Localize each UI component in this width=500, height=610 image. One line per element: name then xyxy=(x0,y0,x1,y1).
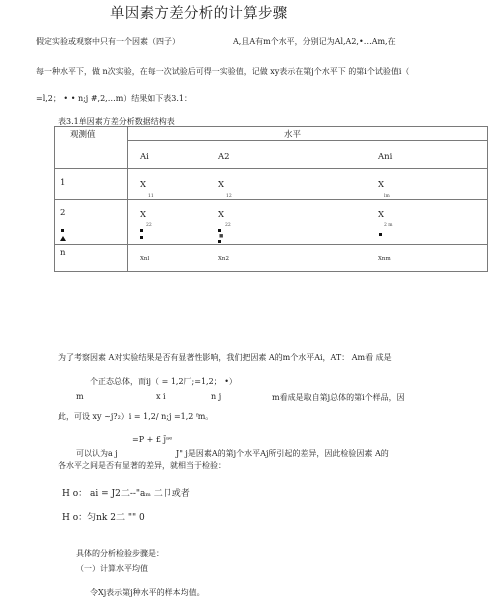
row-label-2: 2 xyxy=(60,208,66,218)
paragraph-2-line-6-left: 可以认为a j xyxy=(76,449,118,458)
paragraph-1-line-1-left: 假定实验或观察中只有一个因素（四子） xyxy=(36,37,180,46)
paragraph-1-line-3: =l,2； • • n;j #,2,…m）结果如下表3.1： xyxy=(36,94,193,103)
vertical-ellipsis-dot xyxy=(140,229,143,232)
table-cell-x12-subscript: 12 xyxy=(226,194,232,199)
page-title: 单因素方差分析的计算步骤 xyxy=(110,6,288,22)
table-cell-x2m: X xyxy=(378,210,385,220)
analysis-steps-intro: 具体的分析检验步骤是： xyxy=(76,549,164,558)
table-caption: 表3.1单因素方差分析数据结构表 xyxy=(58,117,175,126)
table-cell-x22-subscript: 22 xyxy=(225,223,231,228)
model-equation: =P + £ j̄ᵃᵉ xyxy=(132,435,173,444)
table-cell-x21: X xyxy=(140,210,147,220)
paragraph-2-line-3-xi: x i xyxy=(156,392,166,401)
paragraph-2-line-3-m: m xyxy=(76,392,84,401)
hypothesis-h0-equation: H o： ai = J2二--"aₘ 二卩或者 xyxy=(62,489,190,499)
paragraph-2-line-6-right: J" j是因素A的第j个水平Aj所引起的差异，因此检验因素 A的 xyxy=(176,449,389,458)
table-cell-x11-subscript: 11 xyxy=(148,194,154,199)
table-cell-xn1: Xnl xyxy=(140,256,150,262)
paragraph-2-line-4: 此，可设 xy ~j?₂）i = 1,2/ n;j =1,2 ᶠm。 xyxy=(58,412,214,421)
column-header-a1: Ai xyxy=(140,152,149,162)
table-cell-x22: X xyxy=(218,210,225,220)
vertical-ellipsis-dot xyxy=(61,229,64,232)
paragraph-2-line-7: 各水平之间是否有显著的差异，就相当于检验： xyxy=(58,461,226,470)
vertical-ellipsis-dot xyxy=(140,236,143,239)
table-cell-x12: X xyxy=(218,180,225,190)
table-cell-xn2: Xn2 xyxy=(218,256,229,262)
step-1-text: 令Xj表示第j种水平的样本均值。 xyxy=(90,588,205,597)
vertical-ellipsis-dot xyxy=(60,236,66,241)
hypothesis-h0-alternate: H o：匀nk 2二 "" 0 xyxy=(62,513,145,523)
paragraph-1-line-2: 每一种水平下，做 n次实验，在每一次试验后可得一实验值，记做 xy表示在第j个水平下 的第i个试验值i（ xyxy=(36,67,410,76)
paragraph-2-line-3-nj: n j xyxy=(211,392,222,401)
table-cell-x1m-subscript: lm xyxy=(384,194,390,199)
row-label-n: n xyxy=(60,248,66,258)
paragraph-1-line-1-right: A,且A有m个水平，分别记为Al,A2,•…Am,在 xyxy=(233,37,396,46)
table-cell-xnm: Xnm xyxy=(378,256,391,262)
table-cell-x11: X xyxy=(140,180,147,190)
vertical-ellipsis-mark: ■ xyxy=(219,234,224,239)
paragraph-2-line-1: 为了考察因素 A对实验结果是否有显著性影响，我们把因素 A的m个水平Ai，AT： Am看 成是 xyxy=(58,353,392,362)
paragraph-2-line-2: 个正态总体，而ij（ = 1,2厂;=1,2； •） xyxy=(90,377,237,386)
paragraph-2-line-3-rest: m看成是取自第j总体的第i个样品，因 xyxy=(272,393,405,402)
vertical-ellipsis-dot xyxy=(218,240,221,243)
step-1-heading: （一）计算水平均值 xyxy=(76,564,148,573)
row-label-1: 1 xyxy=(60,178,66,188)
vertical-ellipsis-dot xyxy=(379,233,382,236)
column-header-am: Ani xyxy=(378,152,393,162)
column-header-a2: A2 xyxy=(218,152,230,162)
table-cell-x2m-subscript: 2 m xyxy=(384,223,393,228)
row-header-observations: 观测值 xyxy=(70,130,96,140)
group-header-levels: 水平 xyxy=(284,130,302,140)
vertical-ellipsis-dot xyxy=(218,229,221,232)
table-cell-x1m: X xyxy=(378,180,385,190)
table-cell-x21-subscript: 22 xyxy=(146,223,152,228)
